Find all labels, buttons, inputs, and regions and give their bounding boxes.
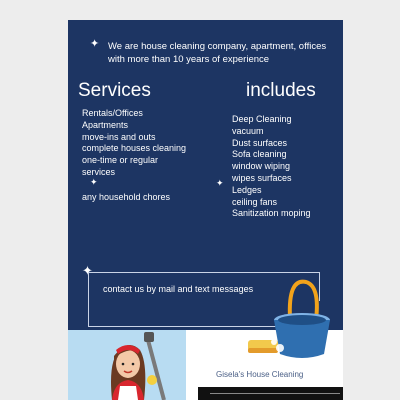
intro-text: [108, 40, 338, 66]
list-item: Dust surfaces: [232, 137, 288, 148]
list-item: Ledges: [232, 184, 262, 195]
contact-text: contact us by mail and text messages: [103, 284, 254, 294]
list-item: complete houses cleaning: [82, 143, 187, 154]
list-item: services: [82, 166, 116, 177]
business-name: Gisela's House Cleaning: [216, 370, 304, 379]
list-item: Deep Cleaning: [232, 114, 292, 124]
list-item: Apartments: [82, 119, 129, 130]
intro-line-2: with more than 10 years of experience: [108, 54, 270, 65]
cleaning-lady-illustration: [68, 330, 186, 400]
services-heading: Services: [78, 80, 151, 101]
list-item: Sofa cleaning: [232, 149, 287, 160]
list-item: one-time or regular: [82, 155, 159, 166]
sparkle-icon: ✦: [90, 38, 100, 50]
flyer: [68, 20, 343, 400]
intro-line-1: We are house cleaning company, apartment, offices: [108, 41, 327, 52]
sparkle-icon: ✦: [90, 177, 98, 187]
sparkle-icon: ✦: [82, 263, 93, 278]
list-item: ceiling fans: [232, 196, 278, 207]
services-list: [82, 108, 186, 204]
list-item: Sanitization moping: [232, 208, 311, 219]
list-item: any household chores: [82, 191, 171, 202]
list-item: wipes surfaces: [232, 172, 292, 183]
list-item: vacuum: [232, 125, 264, 136]
list-item: window wiping: [232, 161, 291, 172]
redaction-bar: [198, 387, 343, 400]
list-item: Rentals/Offices: [82, 108, 143, 118]
sparkle-icon: ✦: [216, 178, 224, 188]
list-item: move-ins and outs: [82, 131, 156, 142]
bucket-icon: [246, 276, 332, 362]
includes-heading: includes: [246, 80, 316, 101]
includes-list: [232, 114, 311, 220]
